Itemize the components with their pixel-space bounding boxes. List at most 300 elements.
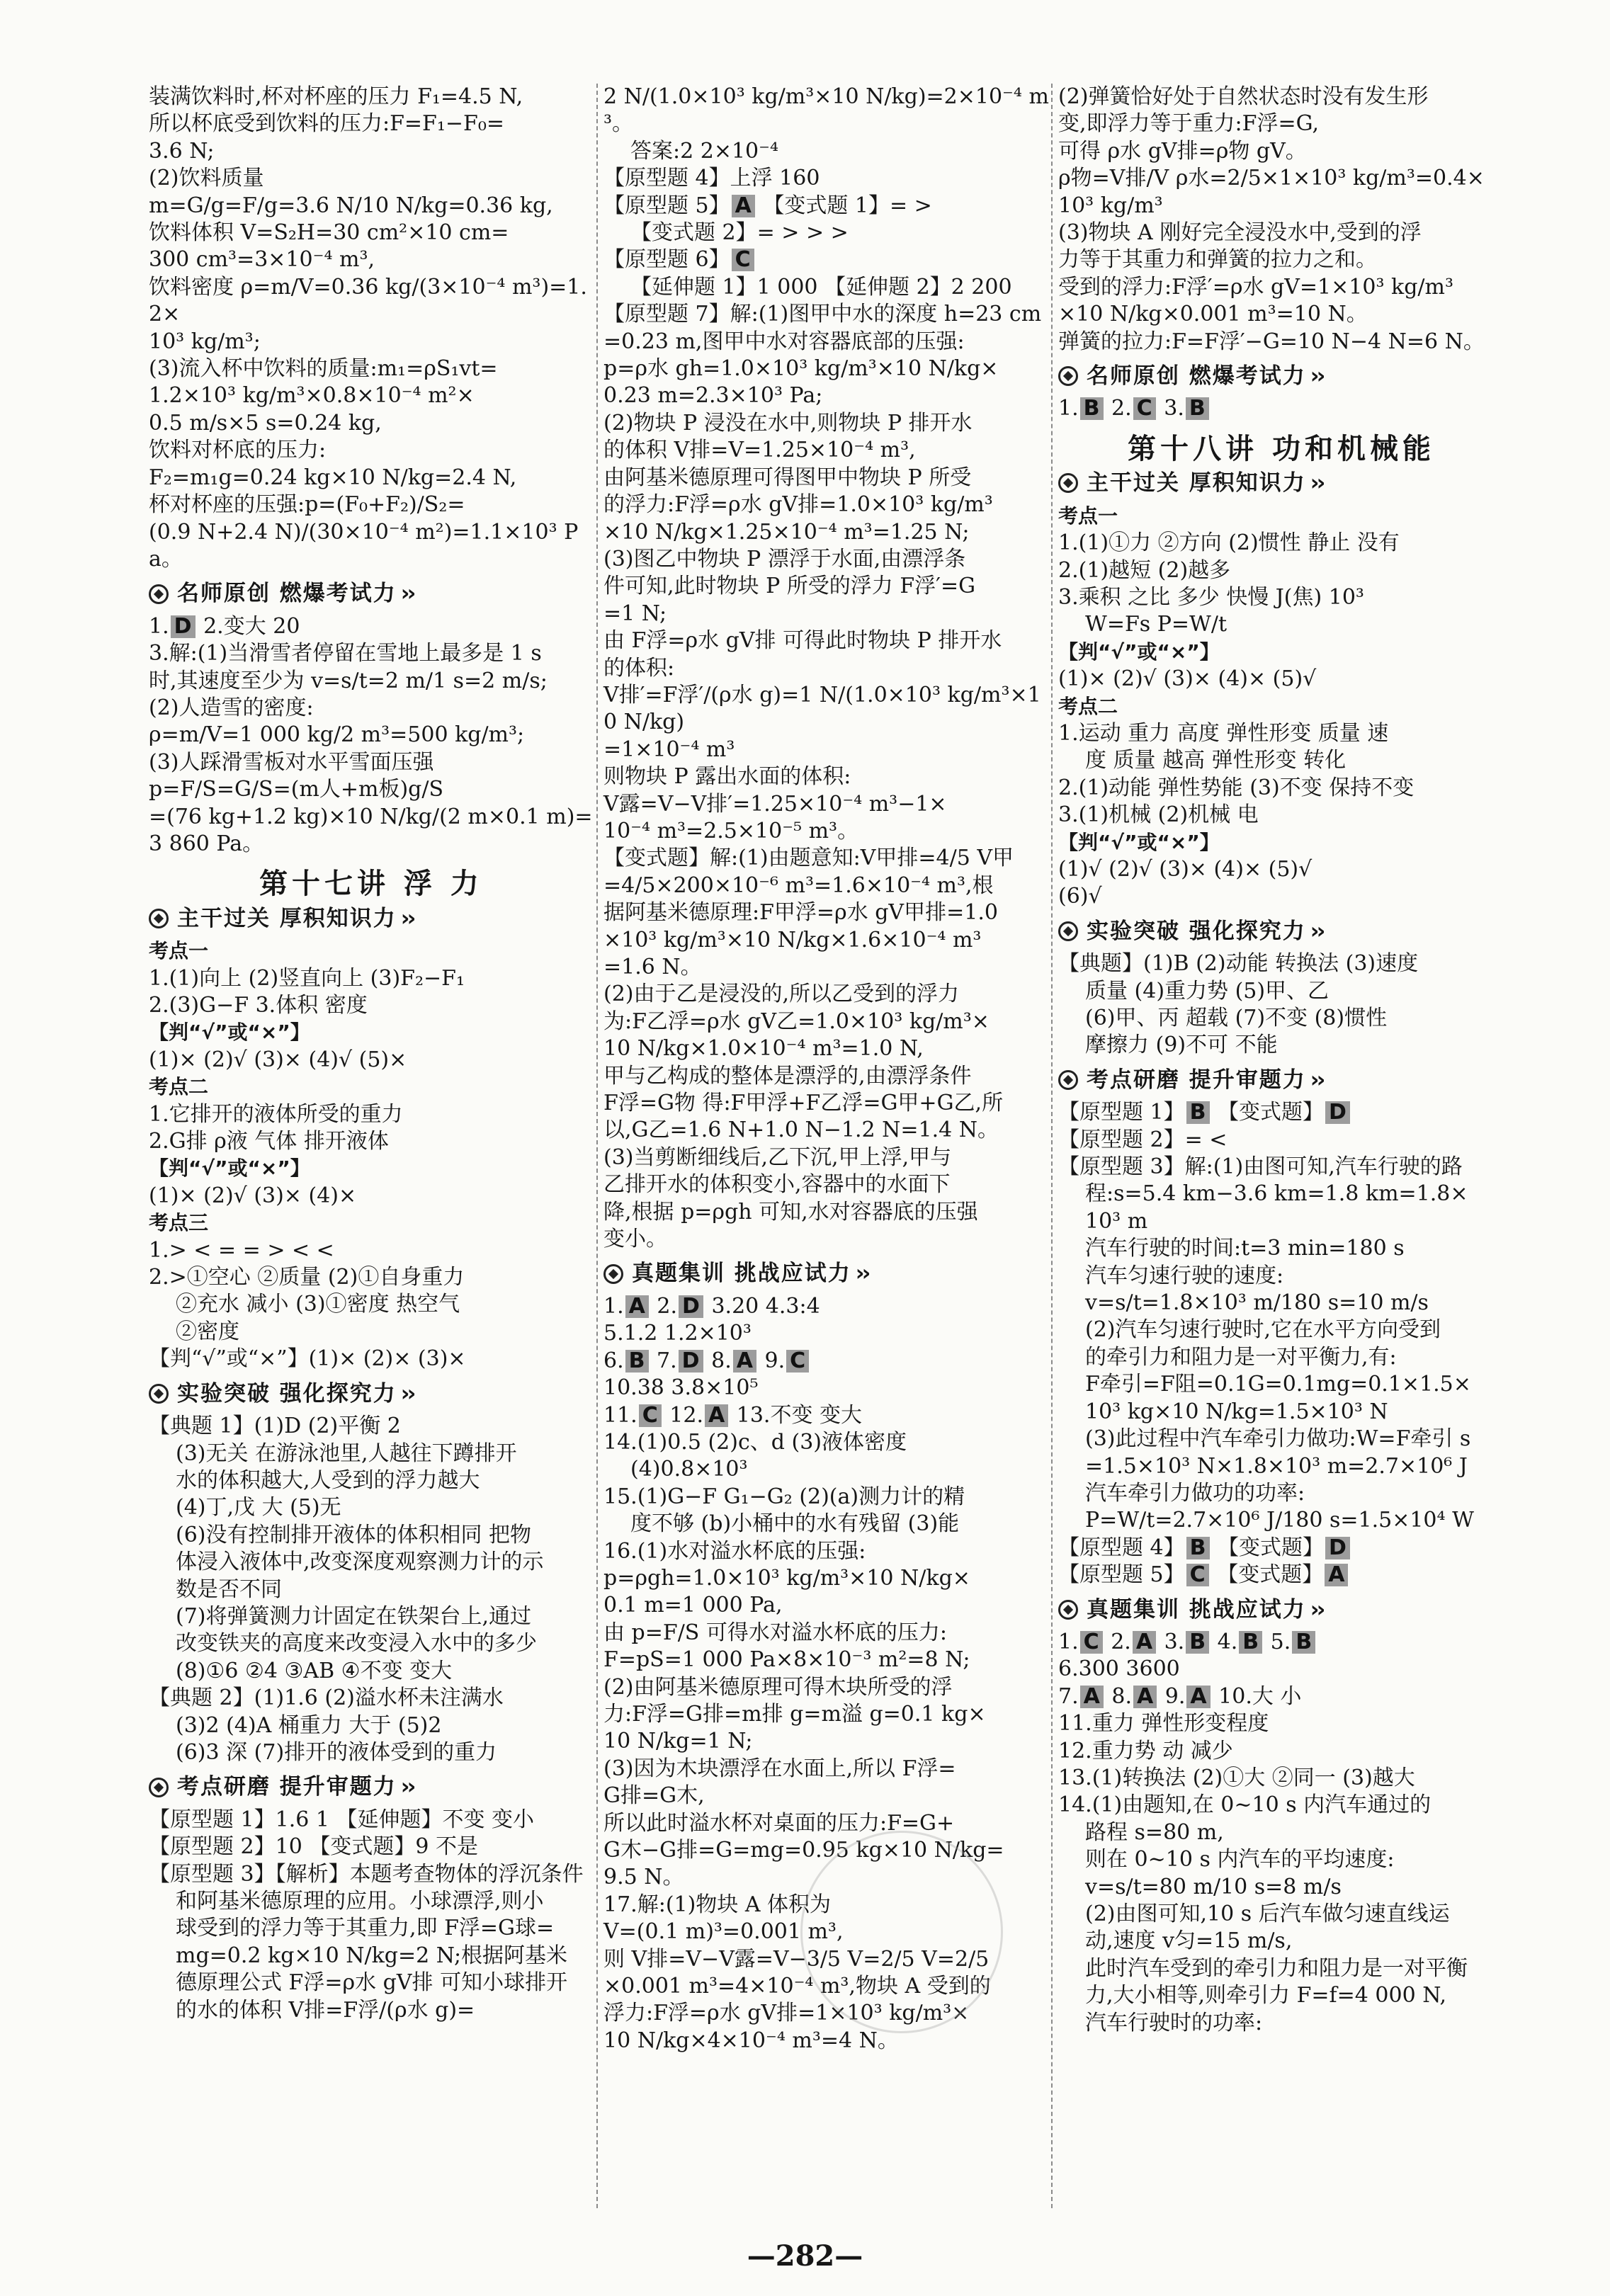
answer-line (603, 1008, 1050, 1035)
answer-text: 14.(1)由题知,在 0~10 s 内汽车通过的 (1058, 1792, 1432, 1818)
answer-text: 球受到的浮力等于其重力,即 F浮=G球= (176, 1916, 555, 1941)
answer-text: 12.重力势 动 减少 (1058, 1738, 1233, 1763)
answer-line (603, 1565, 1050, 1592)
answer-text: (2)由图可知,10 s 后汽车做匀速直线运 (1085, 1902, 1450, 1926)
answer-line (1058, 883, 1504, 910)
answer-line (603, 1456, 1050, 1483)
chevron-right-icon: ›› (400, 1380, 414, 1406)
lecture-title: 第十八讲 功和机械能 (1128, 432, 1435, 465)
answer-text: 3. (1157, 396, 1184, 421)
answer-text: 2.(3)G−F 3.体积 密度 (149, 993, 368, 1018)
answer-text: 【原型题 1】1.6 1 【延伸题】不变 变小 (149, 1807, 535, 1832)
answer-text: (7)将弹簧测力计固定在铁架台上,通过 (176, 1603, 532, 1629)
answer-text: (3)图乙中物块 P 漂浮于水面,由漂浮条 (603, 546, 966, 572)
answer-text: 【原型题 3】解:(1)由图可知,汽车行驶的路 (1058, 1154, 1463, 1180)
section-heading (149, 905, 594, 932)
answer-text: 饮料密度 ρ=m/V=0.36 kg/(3×10⁻⁴ m³)=1.2× (149, 274, 587, 327)
answer-text: F牵引=F阻=0.1G=0.1mg=0.1×1.5× (1085, 1372, 1471, 1397)
choice-answer-box: A (732, 195, 755, 217)
section-heading-text: 名师原创 燃爆考试力 (1087, 363, 1306, 390)
answer-line (603, 1320, 1050, 1347)
answer-text: ρ=m/V=1 000 kg/2 m³=500 kg/m³; (149, 722, 525, 748)
choice-answer-box: B (1186, 1537, 1210, 1559)
answer-text: 的体积 V排=V=1.25×10⁻⁴ m³, (603, 438, 916, 463)
answer-text: 16.(1)水对溢水杯底的压强: (603, 1538, 866, 1564)
answer-line (1058, 1005, 1504, 1032)
choice-answer-box: B (1186, 1631, 1209, 1654)
answer-text: =1.6 N。 (603, 955, 702, 979)
choice-answer-box: A (625, 1295, 649, 1318)
answer-text: 汽车行驶的时间:t=3 min=180 s (1085, 1236, 1405, 1261)
section-heading (603, 1260, 1050, 1287)
answer-text: (3)此过程中汽车牵引力做功:W=F牵引 s (1085, 1426, 1471, 1452)
answer-line (603, 246, 1050, 273)
answer-line (149, 1319, 594, 1346)
chevron-right-icon: ›› (400, 1774, 414, 1800)
answer-text: (1)× (2)√ (3)× (4)√ (5)× (149, 1047, 407, 1072)
answer-line (603, 954, 1050, 981)
answer-line (149, 1440, 594, 1467)
answer-line (149, 1494, 594, 1521)
answer-line (603, 1144, 1050, 1171)
answer-text: 可得 ρ水 gV排=ρ物 gV。 (1058, 138, 1307, 164)
answer-text: 乙排开水的体积变小,容器中的水面下 (603, 1172, 951, 1198)
answer-line (1058, 1955, 1504, 1982)
answer-text: 力:F浮=G排=m排 g=m溢 g=0.1 kg× (603, 1701, 986, 1727)
answer-text: 据阿基米德原理:F甲浮=ρ水 gV甲排=1.0 (603, 900, 998, 926)
answer-line (603, 1592, 1050, 1619)
answer-text: 的牵引力和阻力是一对平衡力,有: (1085, 1344, 1397, 1370)
answer-line (603, 382, 1050, 409)
answer-line (603, 1783, 1050, 1809)
answer-text: 13.不变 变大 (730, 1402, 863, 1428)
section-heading (149, 1380, 594, 1407)
answer-line (1058, 1710, 1504, 1737)
answer-text: 2.G排 ρ液 气体 排开液体 (149, 1129, 389, 1154)
answer-text: 1. (1058, 1629, 1079, 1654)
answer-line (149, 1970, 594, 1996)
answer-text: 0.23 m=2.3×10³ Pa; (603, 383, 823, 409)
answer-text: 所以杯底受到饮料的压力:F=F₁−F₀= (149, 111, 505, 137)
answer-text: 动,速度 v匀=15 m/s, (1085, 1928, 1293, 1954)
answer-text: =0.23 m,图甲中水对容器底部的压强: (603, 329, 965, 354)
answer-text: 14.(1)0.5 (2)c、d (3)液体密度 (603, 1429, 907, 1455)
answer-line (149, 1834, 594, 1860)
answer-line (149, 1183, 594, 1210)
answer-line (149, 613, 594, 640)
answer-line (1058, 1317, 1504, 1343)
answer-line (1058, 1344, 1504, 1371)
answer-text: 5.1.2 1.2×10³ (603, 1321, 752, 1346)
answer-text: (3)流入杯中饮料的质量:m₁=ρS₁vt= (149, 356, 498, 382)
answer-line (1058, 557, 1504, 584)
answer-line (149, 437, 594, 464)
answer-line (1058, 138, 1504, 165)
answer-line (603, 1199, 1050, 1226)
chevron-right-icon: ›› (1310, 1067, 1323, 1093)
answer-text: F=pS=1 000 Pa×8×10⁻³ m²=8 N; (603, 1647, 970, 1673)
answer-line (149, 1888, 594, 1915)
answer-text: 3.(1)机械 (2)机械 电 (1058, 802, 1259, 828)
answer-text: 10 N/kg=1 N; (603, 1729, 753, 1754)
answer-line (603, 410, 1050, 437)
answer-text: p=ρgh=1.0×10³ kg/m³×10 N/kg× (603, 1565, 970, 1591)
answer-line (149, 1549, 594, 1576)
answer-line (603, 1837, 1050, 1864)
answer-text: 10.38 3.8×10⁵ (603, 1375, 759, 1401)
answer-line (149, 1943, 594, 1970)
answer-line (1058, 1928, 1504, 1955)
answer-text: 0.1 m=1 000 Pa, (603, 1593, 783, 1618)
answer-text: ②密度 (176, 1319, 239, 1344)
answer-text: 2.(1)越短 (2)越多 (1058, 557, 1231, 583)
section-heading (1058, 363, 1504, 390)
answer-line (1058, 246, 1504, 273)
answer-line (1058, 1263, 1504, 1290)
answer-line (1058, 329, 1504, 356)
answer-text: 所以此时溢水杯对桌面的压力:F=G+ (603, 1810, 955, 1836)
answer-text: (1)√ (2)√ (3)× (4)× (5)√ (1058, 856, 1313, 882)
answer-text: 1.运动 重力 高度 弹性形变 质量 速 (1058, 720, 1389, 746)
answer-line (603, 763, 1050, 790)
answer-text: (0.9 N+2.4 N)/(30×10⁻⁴ m²)=1.1×10³ Pa。 (149, 519, 579, 572)
answer-line (603, 1647, 1050, 1673)
answer-line (149, 1739, 594, 1766)
answer-line (1058, 856, 1504, 883)
answer-line (1058, 220, 1504, 246)
answer-line (1058, 611, 1504, 638)
answer-text: m=G/g=F/g=3.6 N/10 N/kg=0.36 kg, (149, 193, 553, 218)
answer-text: 的体积: (603, 655, 675, 681)
answer-line (1058, 1738, 1504, 1765)
answer-line (603, 1674, 1050, 1701)
choice-answer-box: B (625, 1350, 649, 1373)
point-label (149, 1155, 594, 1182)
answer-line (149, 165, 594, 192)
answer-text: 降,根据 p=ρgh 可知,水对容器底的压强 (603, 1199, 978, 1224)
answer-text: (2)由于乙是浸没的,所以乙受到的浮力 (603, 982, 960, 1007)
answer-text: 则物块 P 露出水面的体积: (603, 764, 851, 790)
answer-line (1058, 1399, 1504, 1426)
answer-line (149, 1346, 594, 1373)
answer-text: 1. (149, 613, 169, 639)
answer-text: 质量 (4)重力势 (5)甲、乙 (1085, 978, 1330, 1004)
diamond-icon (1058, 473, 1078, 493)
diamond-icon (1058, 1600, 1078, 1620)
answer-line (1058, 802, 1504, 829)
section-heading (1058, 1596, 1504, 1623)
answer-text: 【原型题 6】 (603, 247, 730, 273)
chevron-right-icon: ›› (1310, 363, 1323, 390)
answer-line (1058, 1874, 1504, 1901)
diamond-icon (149, 584, 169, 604)
point-label (1058, 829, 1504, 856)
answer-line (1058, 1480, 1504, 1507)
answer-line (149, 246, 594, 273)
answer-text: 考点二 (1058, 694, 1118, 718)
answer-text: ×0.001 m³=4×10⁻⁴ m³,物块 A 受到的 (603, 1974, 991, 1999)
answer-text: 和阿基米德原理的应用。小球漂浮,则小 (176, 1889, 544, 1914)
section-heading-text: 实验突破 强化探究力 (1087, 918, 1306, 944)
answer-line (1058, 1901, 1504, 1928)
answer-line (603, 655, 1050, 682)
answer-text: =4/5×200×10⁻⁶ m³=1.6×10⁻⁴ m³,根 (603, 873, 994, 898)
answer-line (603, 818, 1050, 845)
answer-text: 件可知,此时物块 P 所受的浮力 F浮′=G (603, 574, 976, 599)
answer-text: 德原理公式 F浮=ρ水 gV排 可知小球排开 (176, 1970, 568, 1996)
answer-text: 【变式题 2】= > > > (630, 220, 849, 246)
answer-line (1058, 193, 1504, 220)
answer-text: 度不够 (b)小桶中的水有残留 (3)能 (630, 1511, 960, 1537)
answer-line (603, 1226, 1050, 1253)
answer-line (149, 1576, 594, 1603)
answer-text: 的水的体积 V排=F浮/(ρ水 g)= (176, 1997, 475, 2023)
answer-text: (3)因为木块漂浮在水面上,所以 F浮= (603, 1756, 956, 1781)
section-heading-text: 主干过关 厚积知识力 (1087, 470, 1306, 496)
section-heading-text: 真题集训 挑战应试力 (1087, 1596, 1306, 1622)
answer-text: 改变铁夹的高度来改变浸入水中的多少 (176, 1631, 537, 1656)
diamond-icon (1058, 1070, 1078, 1090)
choice-answer-box: A (733, 1350, 756, 1373)
answer-line (1058, 1819, 1504, 1846)
answer-text: 装满饮料时,杯对杯座的压力 F₁=4.5 N, (149, 84, 523, 109)
choice-answer-box: A (1186, 1686, 1210, 1708)
answer-text: 摩擦力 (9)不可 不能 (1085, 1033, 1278, 1058)
answer-text: 10 N/kg×4×10⁻⁴ m³=4 N。 (603, 2028, 899, 2053)
answer-line (603, 220, 1050, 246)
answer-text: 【原型题 3】【解析】本题考查物体的浮沉条件 (149, 1861, 584, 1887)
answer-line (603, 601, 1050, 627)
answer-line (1058, 301, 1504, 328)
point-label (1058, 693, 1504, 720)
answer-line (149, 1630, 594, 1657)
lecture-title: 第十七讲 浮 力 (259, 868, 483, 901)
answer-line (1058, 395, 1504, 422)
answer-line (1058, 530, 1504, 557)
answer-line (149, 640, 594, 667)
answer-line (603, 546, 1050, 573)
answer-text: 汽车匀速行驶的速度: (1085, 1263, 1284, 1288)
answer-line (603, 274, 1050, 301)
answer-text: v=s/t=80 m/10 s=8 m/s (1085, 1874, 1342, 1899)
answer-line (149, 1264, 594, 1291)
answer-line (149, 1861, 594, 1888)
answer-text: 5. (1264, 1629, 1291, 1654)
answer-text: 则 V排=V−V露=V−3/5 V=2/5 V=2/5 (603, 1946, 990, 1972)
answer-text: 9.5 N。 (603, 1865, 684, 1890)
answer-text: 体浸入液体中,改变深度观察测力计的示 (176, 1550, 544, 1575)
answer-text: (2)饮料质量 (149, 166, 264, 191)
answer-text: 浮力:F浮=ρ水 gV排=1×10³ kg/m³× (603, 2001, 970, 2026)
answer-line (603, 1620, 1050, 1647)
chevron-right-icon: ›› (1310, 1596, 1323, 1622)
answer-text: =1×10⁻⁴ m³ (603, 737, 735, 762)
answer-text: 【变式题】 (1211, 1535, 1325, 1560)
answer-text: (1)× (2)√ (3)× (4)× (5)√ (1058, 666, 1317, 692)
choice-answer-box: B (1186, 1101, 1210, 1124)
answer-text: =(76 kg+1.2 kg)×10 N/kg/(2 m×0.1 m)=3 860 Pa。 (149, 804, 593, 856)
choice-answer-box: D (1325, 1101, 1350, 1124)
answer-text: 4. (1211, 1629, 1238, 1654)
answer-text: 【变式题 1】= > (756, 193, 932, 218)
answer-line (149, 356, 594, 382)
answer-text: 2. (1104, 396, 1132, 421)
answer-line (1058, 1032, 1504, 1059)
answer-text: 【典题 1】(1)D (2)平衡 2 (149, 1414, 401, 1439)
answer-line (603, 1063, 1050, 1090)
answer-line (603, 437, 1050, 464)
answer-line (149, 491, 594, 518)
answer-line (149, 519, 594, 574)
section-heading (1058, 470, 1504, 496)
answer-line (603, 519, 1050, 546)
answer-text: P=W/t=2.7×10⁶ J/180 s=1.5×10⁴ W (1085, 1508, 1474, 1533)
answer-line (603, 301, 1050, 328)
answer-line (603, 1402, 1050, 1429)
answer-text: 数是否不同 (176, 1576, 282, 1602)
choice-answer-box: D (679, 1350, 703, 1373)
answer-line (149, 329, 594, 356)
answer-text: 3.解:(1)当滑雪者停留在雪地上最多是 1 s (149, 641, 542, 666)
answer-text: 考点二 (149, 1075, 209, 1099)
answer-line (1058, 1371, 1504, 1398)
answer-text: 【原型题 4】上浮 160 (603, 166, 820, 191)
answer-text: 水的体积越大,人受到的浮力越大 (176, 1467, 480, 1493)
answer-text: (6)没有控制排开液体的体积相同 把物 (176, 1522, 532, 1547)
answer-text: p=F/S=G/S=(m人+m板)g/S (149, 777, 444, 802)
answer-text: 1. (1058, 396, 1079, 421)
answer-text: (6)√ (1058, 884, 1102, 909)
answer-text: 由 F浮=ρ水 gV排 可得此时物块 P 排开水 (603, 628, 1002, 654)
answer-text: 路程 s=80 m, (1085, 1819, 1224, 1845)
answer-text: 则在 0~10 s 内汽车的平均速度: (1085, 1847, 1395, 1872)
point-label (1058, 639, 1504, 666)
answer-text: 【判“√”或“×”】 (1058, 640, 1220, 664)
choice-answer-box: A (705, 1404, 728, 1427)
answer-text: 【典题】(1)B (2)动能 转换法 (3)速度 (1058, 951, 1419, 977)
answer-text: 变,即浮力等于重力:F浮=G, (1058, 111, 1320, 137)
answer-line (1058, 1846, 1504, 1873)
answer-line (603, 1035, 1050, 1062)
answer-line (149, 1291, 594, 1318)
answer-text: 1.(1)向上 (2)竖直向上 (3)F₂−F₁ (149, 965, 465, 991)
answer-text: (8)①6 ②4 ③AB ④不变 变大 (176, 1658, 453, 1683)
answer-text: =1 N; (603, 601, 667, 626)
answer-text: 弹簧的拉力:F=F浮′−G=10 N−4 N=6 N。 (1058, 329, 1485, 354)
answer-text: (3)无关 在游泳池里,人越往下蹲排开 (176, 1440, 517, 1466)
answer-text: 10 N/kg×1.0×10⁻⁴ m³=1.0 N, (603, 1036, 924, 1062)
answer-text: 力,大小相等,则牵引力 F=f=4 000 N, (1085, 1983, 1447, 2008)
answer-line (603, 1511, 1050, 1538)
answer-text: (3)物块 A 刚好完全浸没水中,受到的浮 (1058, 220, 1422, 246)
answer-text: 3.乘积 之比 多少 快慢 J(焦) 10³ (1058, 584, 1364, 610)
section-heading (149, 1773, 594, 1800)
answer-text: 3.6 N; (149, 138, 215, 164)
answer-line (149, 84, 594, 110)
answer-text: ×10 N/kg×1.25×10⁻⁴ m³=1.25 N; (603, 519, 970, 545)
answer-text: 【原型题 5】 (1058, 1562, 1185, 1588)
choice-answer-box: C (1186, 1564, 1209, 1586)
answer-line (603, 465, 1050, 491)
answer-line (1058, 978, 1504, 1005)
answer-line (1058, 1683, 1504, 1710)
diamond-icon (1058, 366, 1078, 386)
diamond-icon (1058, 921, 1078, 941)
answer-text: (3)人踩滑雪板对水平雪面压强 (149, 749, 434, 775)
section-heading-text: 实验突破 强化探究力 (177, 1380, 397, 1406)
answer-text: 1.> < = = > < < (149, 1237, 334, 1263)
answer-text: V=(0.1 m)³=0.001 m³, (603, 1919, 844, 1945)
answer-line (149, 382, 594, 409)
answer-text: 【变式题】 (1210, 1562, 1324, 1588)
answer-line (603, 873, 1050, 899)
choice-answer-box: C (1080, 1631, 1103, 1654)
answer-text: 【典题 2】(1)1.6 (2)溢水杯未注满水 (149, 1686, 504, 1711)
answer-line (1058, 1562, 1504, 1589)
answer-text: 【原型题 2】= < (1058, 1127, 1228, 1152)
answer-line (603, 1701, 1050, 1728)
answer-text: 3.20 4.3:4 (704, 1293, 820, 1319)
answer-text: 1.它排开的液体所受的重力 (149, 1101, 403, 1127)
answer-text: 8. (704, 1348, 732, 1373)
answer-line (1058, 1629, 1504, 1656)
answer-line (603, 899, 1050, 926)
answer-text: =1.5×10³ N×1.8×10³ m=2.7×10⁶ J (1085, 1453, 1468, 1479)
answer-line (149, 110, 594, 137)
section-heading-text: 考点研磨 提升审题力 (177, 1774, 397, 1800)
answer-line (149, 1712, 594, 1739)
answer-text: 【原型题 2】10 【变式题】9 不是 (149, 1834, 478, 1860)
answer-text: (2)汽车匀速行驶时,它在水平方向受到 (1085, 1317, 1441, 1343)
answer-text: 10⁻⁴ m³=2.5×10⁻⁵ m³。 (603, 818, 859, 843)
answer-text: 以,G乙=1.6 N+1.0 N−1.2 N=1.4 N。 (603, 1118, 999, 1143)
answer-text: 2. (650, 1293, 678, 1319)
diamond-icon (149, 1384, 169, 1404)
column-left (149, 84, 594, 2208)
answer-line (1058, 666, 1504, 693)
answer-text: V露=V−V排′=1.25×10⁻⁴ m³−1× (603, 791, 947, 817)
answer-text: ×10 N/kg×0.001 m³=10 N。 (1058, 302, 1368, 327)
answer-text: 13.(1)转换法 (2)①大 ②同一 (3)越大 (1058, 1765, 1415, 1790)
answer-line (603, 1375, 1050, 1402)
answer-text: 的浮力:F浮=ρ水 gV排=1.0×10³ kg/m³ (603, 492, 993, 518)
answer-line (1058, 1426, 1504, 1453)
answer-line (149, 220, 594, 246)
watermark-stamp (800, 1831, 1003, 2033)
answer-line (1058, 950, 1504, 977)
section-heading-text: 名师原创 燃爆考试力 (177, 581, 397, 607)
chevron-right-icon: ›› (1310, 470, 1323, 496)
answer-text: 12. (662, 1402, 703, 1428)
answer-text: 甲与乙构成的整体是漂浮的,由漂浮条件 (603, 1063, 972, 1089)
answer-text: 考点一 (149, 939, 209, 963)
answer-line (1058, 1982, 1504, 2009)
answer-text: F₂=m₁g=0.24 kg×10 N/kg=2.4 N, (149, 465, 517, 490)
answer-text: F浮=G物 得:F甲浮+F乙浮=G甲+G乙,所 (603, 1091, 1004, 1116)
answer-text: (4)0.8×10³ (630, 1457, 748, 1482)
answer-text: (6)3 深 (7)排开的液体受到的重力 (176, 1739, 497, 1765)
answer-text: 1. (603, 1293, 624, 1319)
answer-text: 1.2×10³ kg/m³×0.8×10⁻⁴ m²× (149, 383, 475, 409)
answer-line (1058, 1535, 1504, 1562)
answer-text: 11. (603, 1402, 637, 1428)
section-heading (1058, 918, 1504, 945)
answer-line (149, 1997, 594, 2024)
answer-line (603, 1293, 1050, 1320)
answer-text: (1)× (2)√ (3)× (4)× (149, 1183, 357, 1208)
answer-line (603, 627, 1050, 654)
answer-text: 杯对杯座的压强:p=(F₀+F₂)/S₂= (149, 492, 465, 518)
